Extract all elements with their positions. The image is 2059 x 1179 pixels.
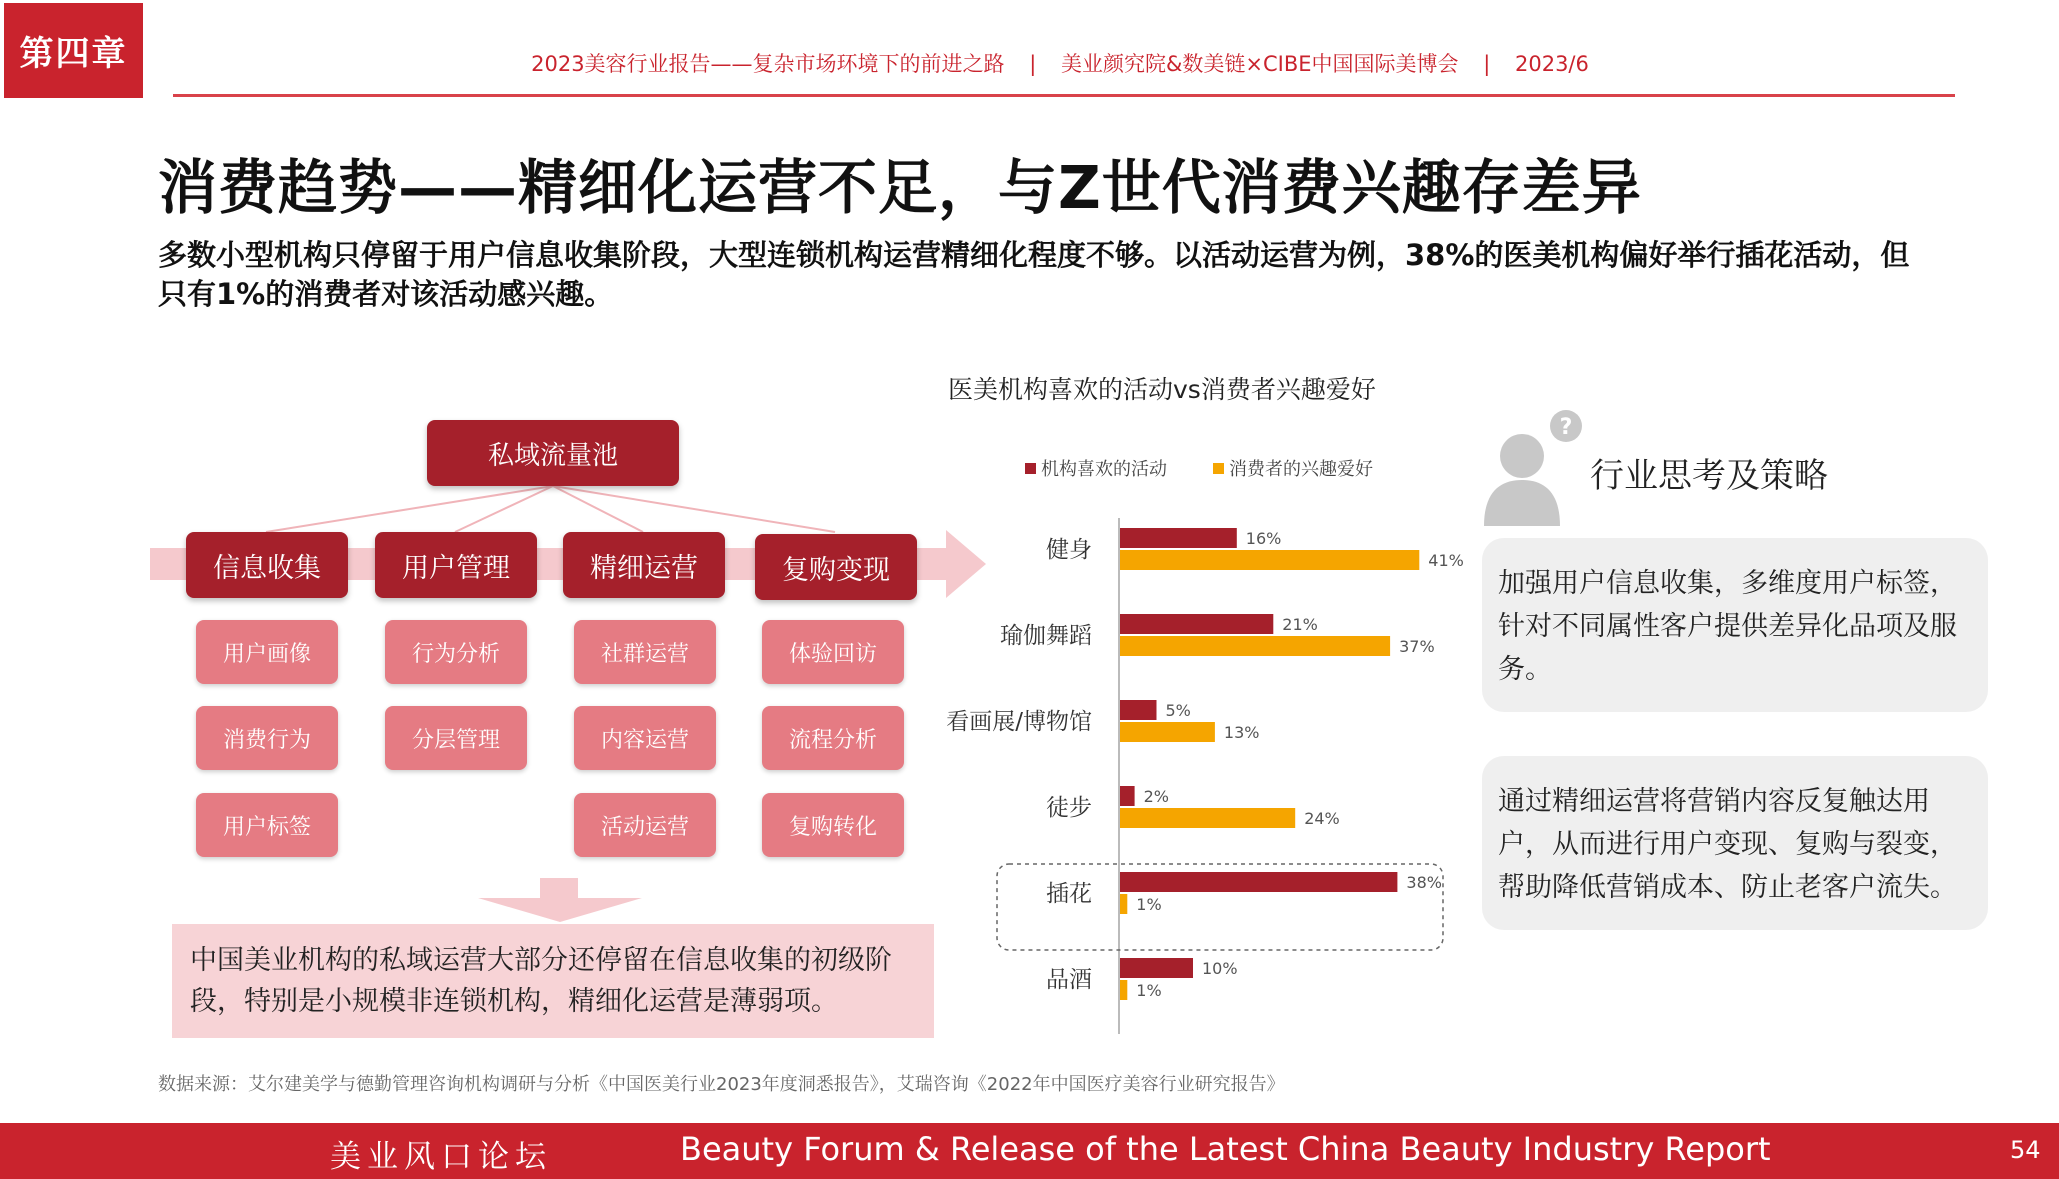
legend-item-consumer xyxy=(1213,455,1373,481)
bar-chart xyxy=(920,500,1464,1020)
sub-item: 分层管理 xyxy=(385,706,527,770)
sub-item: 活动运营 xyxy=(574,793,716,857)
stage-repurchase: 复购变现 xyxy=(755,534,917,600)
legend-label: 机构喜欢的活动 xyxy=(1041,459,1167,480)
header-separator: | xyxy=(1029,52,1037,76)
report-name: 2023美容行业报告——复杂市场环境下的前进之路 xyxy=(531,52,1005,76)
bar xyxy=(1120,894,1127,914)
bar xyxy=(1120,636,1390,656)
page-title: 消费趋势——精细化运营不足，与Z世代消费兴趣存差异 xyxy=(158,153,1642,222)
sub-item: 体验回访 xyxy=(762,620,904,684)
legend-label: 消费者的兴趣爱好 xyxy=(1229,459,1373,480)
category-label: 品酒 xyxy=(1046,967,1092,993)
data-label: 16% xyxy=(1245,529,1282,548)
data-label: 21% xyxy=(1282,615,1318,634)
category-label: 健身 xyxy=(1046,537,1092,563)
bar xyxy=(1120,722,1215,742)
stage-refined-operation: 精细运营 xyxy=(563,532,725,598)
bar xyxy=(1120,614,1273,634)
strategy-card: 通过精细运营将营销内容反复触达用户，从而进行用户变现、复购与裂变，帮助降低营销成本、防止老客户流失。 xyxy=(1482,756,1988,930)
bar xyxy=(1120,700,1157,720)
data-label: 38% xyxy=(1406,873,1442,892)
sub-item: 行为分析 xyxy=(385,620,527,684)
data-label: 1% xyxy=(1136,895,1162,914)
strategy-card: 加强用户信息收集，多维度用户标签，针对不同属性客户提供差异化品项及服务。 xyxy=(1482,538,1988,712)
svg-text:?: ? xyxy=(1559,415,1573,440)
bar xyxy=(1120,550,1419,570)
footer-forum-en: Beauty Forum & Release of the Latest China Beauty Industry Report xyxy=(680,1130,1771,1168)
stage-info-collection: 信息收集 xyxy=(186,532,348,598)
legend-swatch xyxy=(1025,463,1036,474)
stage-user-management: 用户管理 xyxy=(375,532,537,598)
chart-title: 医美机构喜欢的活动vs消费者兴趣爱好 xyxy=(948,375,1376,404)
footer-forum-name: 美业风口论坛 xyxy=(330,1139,552,1175)
bar xyxy=(1120,528,1237,548)
conclusion-box: 中国美业机构的私域运营大部分还停留在信息收集的初级阶段，特别是小规模非连锁机构，精细化运营是薄弱项。 xyxy=(172,924,934,1038)
chapter-badge: 第四章 xyxy=(4,3,143,98)
private-traffic-pool: 私域流量池 xyxy=(427,420,679,486)
data-label: 37% xyxy=(1399,637,1435,656)
data-source: 数据来源：艾尔建美学与德勤管理咨询机构调研与分析《中国医美行业2023年度洞悉报告》，艾瑞咨询《2022年中国医疗美容行业研究报告》 xyxy=(158,1074,1285,1095)
data-label: 10% xyxy=(1202,959,1238,978)
bar xyxy=(1120,872,1397,892)
sub-item: 用户标签 xyxy=(196,793,338,857)
thinking-person-icon xyxy=(1478,408,1588,526)
category-label: 徒步 xyxy=(1046,795,1092,821)
report-date: 2023/6 xyxy=(1514,52,1589,76)
data-label: 24% xyxy=(1304,809,1340,828)
sub-item: 用户画像 xyxy=(196,620,338,684)
bar xyxy=(1120,808,1295,828)
data-label: 41% xyxy=(1428,551,1464,570)
category-label: 插花 xyxy=(1046,881,1092,907)
data-label: 1% xyxy=(1136,981,1162,1000)
summary-text: 多数小型机构只停留于用户信息收集阶段，大型连锁机构运营精细化程度不够。以活动运营为例，38%的医美机构偏好举行插花活动，但只有1%的消费者对该活动感兴趣。 xyxy=(158,238,1910,311)
bar xyxy=(1120,958,1193,978)
sub-item: 社群运营 xyxy=(574,620,716,684)
legend-item-institution xyxy=(1025,455,1167,481)
header-separator: | xyxy=(1483,52,1491,76)
legend-swatch xyxy=(1213,463,1224,474)
data-label: 2% xyxy=(1143,787,1169,806)
bar xyxy=(1120,786,1135,806)
strategy-title: 行业思考及策略 xyxy=(1590,456,1828,496)
data-label: 5% xyxy=(1165,701,1191,720)
publisher-name: 美业颜究院&数美链×CIBE中国国际美博会 xyxy=(1061,52,1459,76)
sub-item: 消费行为 xyxy=(196,706,338,770)
sub-item: 流程分析 xyxy=(762,706,904,770)
bar xyxy=(1120,980,1127,1000)
page-number: 54 xyxy=(2010,1136,2041,1164)
down-arrow xyxy=(478,898,642,922)
category-label: 瑜伽舞蹈 xyxy=(1000,623,1092,649)
sub-item: 内容运营 xyxy=(574,706,716,770)
category-label: 看画展/博物馆 xyxy=(946,709,1092,735)
sub-item: 复购转化 xyxy=(762,793,904,857)
data-label: 13% xyxy=(1223,723,1260,742)
